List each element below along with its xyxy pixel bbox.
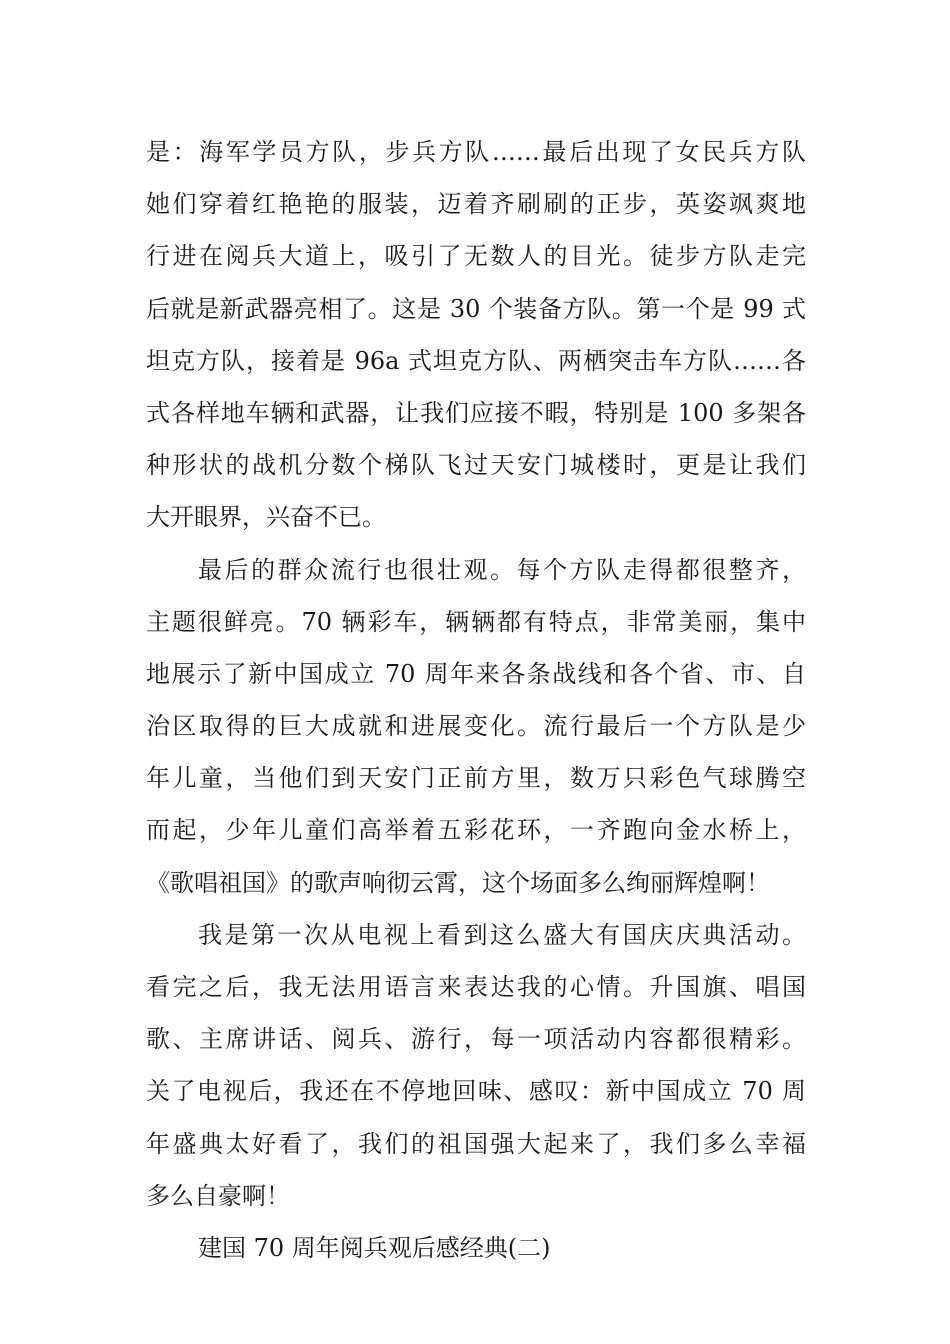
- text-line: 主题很鲜亮。70 辆彩车，辆辆都有特点，非常美丽，集中: [146, 607, 806, 636]
- text-line: 歌、主席讲话、阅兵、游行，每一项活动内容都很精彩。: [146, 1025, 806, 1054]
- text-line: 式各样地车辆和武器，让我们应接不暇，特别是 100 多架各: [146, 398, 806, 427]
- text-line: 种形状的战机分数个梯队飞过天安门城楼时，更是让我们: [146, 451, 806, 480]
- text-line: 后就是新武器亮相了。这是 30 个装备方队。第一个是 99 式: [146, 294, 806, 323]
- text-line: 大开眼界，兴奋不已。: [146, 503, 386, 532]
- text-line: 行进在阅兵大道上，吸引了无数人的目光。徒步方队走完: [146, 242, 806, 271]
- text-line: 是：海军学员方队，步兵方队……最后出现了女民兵方队: [146, 138, 806, 166]
- paragraph: [146, 544, 806, 909]
- text-line: 多么自豪啊！: [146, 1181, 290, 1210]
- text-line: 坦克方队，接着是 96a 式坦克方队、两栖突击车方队……各: [146, 346, 806, 375]
- paragraph: [146, 126, 806, 544]
- text-line: 看完之后，我无法用语言来表达我的心情。升国旗、唱国: [146, 973, 806, 1001]
- document-body: [146, 126, 806, 1274]
- paragraph: [146, 1222, 806, 1274]
- text-line: 关了电视后，我还在不停地回味、感叹：新中国成立 70 周: [146, 1077, 806, 1106]
- text-line: 地展示了新中国成立 70 周年来各条战线和各个省、市、自: [146, 659, 806, 688]
- text-line: 我是第一次从电视上看到这么盛大有国庆庆典活动。: [198, 920, 806, 949]
- paragraph: [146, 909, 806, 1222]
- text-line: 年儿童，当他们到天安门正前方里，数万只彩色气球腾空: [146, 764, 806, 793]
- text-line: 《歌唱祖国》的歌声响彻云霄，这个场面多么绚丽辉煌啊！: [146, 868, 770, 897]
- text-line: 而起，少年儿童们高举着五彩花环，一齐跑向金水桥上，: [146, 816, 806, 845]
- text-line: 她们穿着红艳艳的服装，迈着齐刷刷的正步，英姿飒爽地: [146, 190, 806, 219]
- text-line: 建国 70 周年阅兵观后感经典(二): [198, 1233, 551, 1262]
- text-line: 最后的群众流行也很壮观。每个方队走得都很整齐，: [198, 555, 806, 584]
- text-line: 治区取得的巨大成就和进展变化。流行最后一个方队是少: [146, 712, 806, 741]
- text-line: 年盛典太好看了，我们的祖国强大起来了，我们多么幸福: [146, 1129, 806, 1158]
